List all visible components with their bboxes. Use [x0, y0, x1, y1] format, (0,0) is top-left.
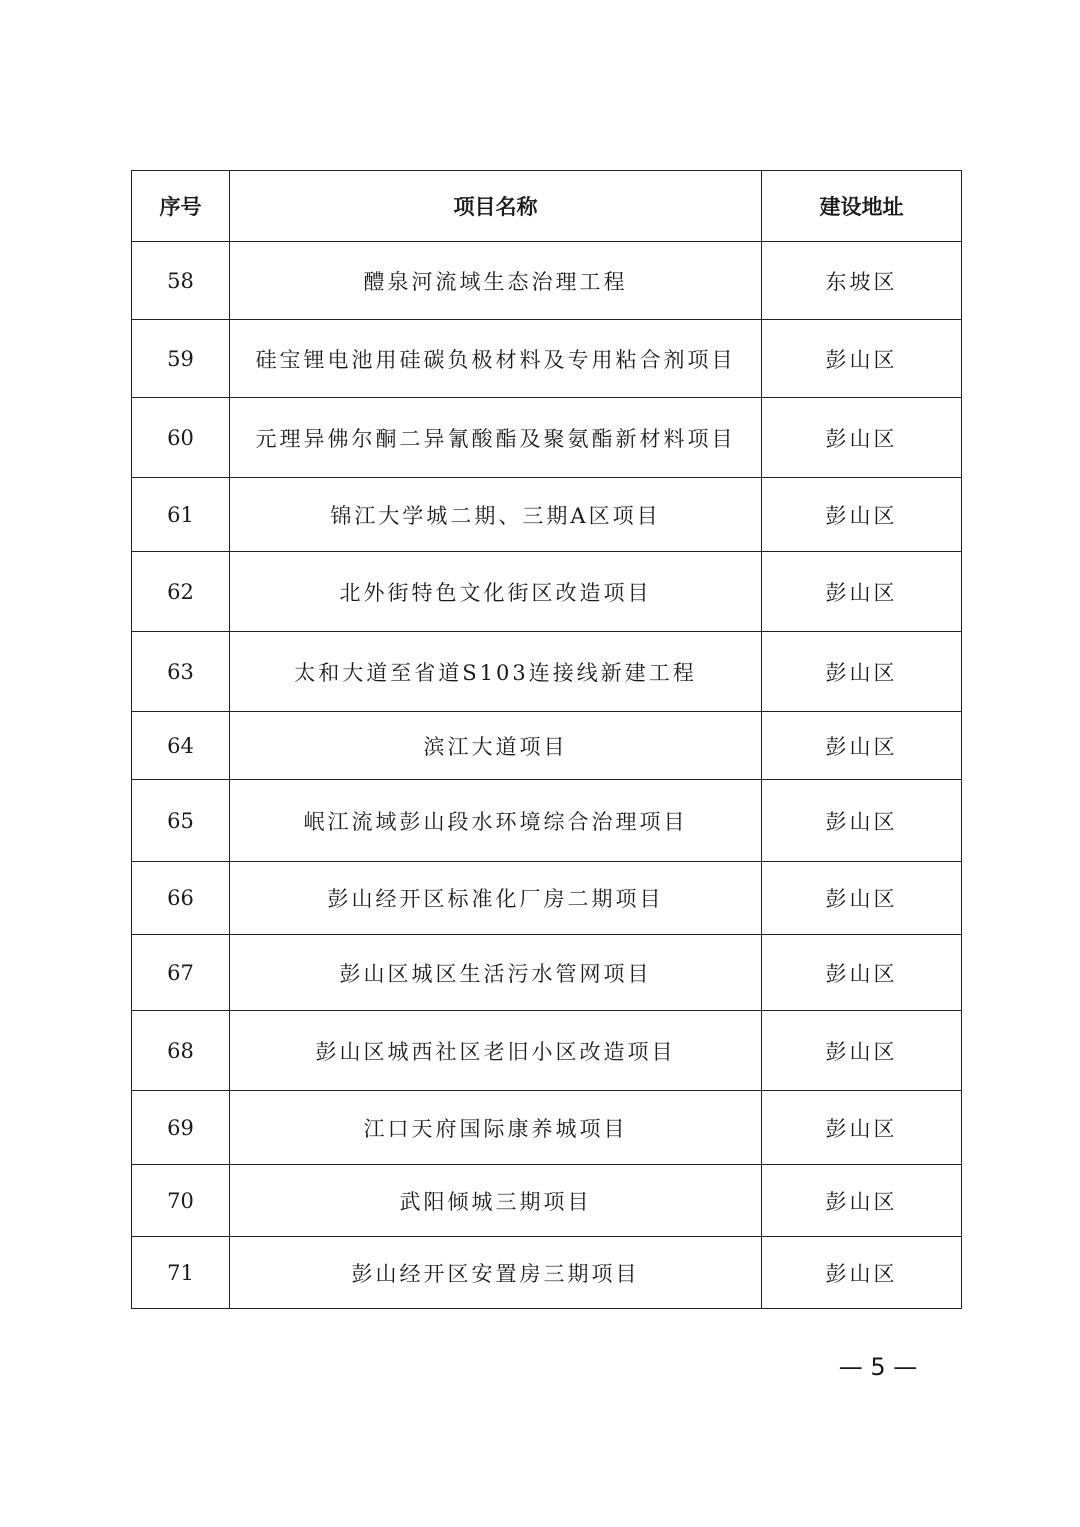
project-table	[131, 170, 962, 1309]
row-no: 60	[132, 398, 230, 478]
row-address: 彭山区	[762, 712, 962, 780]
table-header-row	[132, 171, 962, 242]
row-address: 彭山区	[762, 1165, 962, 1237]
table-row	[132, 632, 962, 712]
row-name: 元理异佛尔酮二异氰酸酯及聚氨酯新材料项目	[230, 398, 762, 478]
row-no: 69	[132, 1091, 230, 1165]
row-name: 醴泉河流域生态治理工程	[230, 242, 762, 320]
row-address: 彭山区	[762, 1091, 962, 1165]
row-address: 彭山区	[762, 632, 962, 712]
table-row	[132, 1237, 962, 1309]
row-name: 彭山经开区安置房三期项目	[230, 1237, 762, 1309]
row-name: 太和大道至省道S103连接线新建工程	[230, 632, 762, 712]
table-row	[132, 1091, 962, 1165]
row-no: 59	[132, 320, 230, 398]
row-name: 彭山经开区标准化厂房二期项目	[230, 862, 762, 935]
row-name: 北外街特色文化街区改造项目	[230, 552, 762, 632]
row-name: 硅宝锂电池用硅碳负极材料及专用粘合剂项目	[230, 320, 762, 398]
row-name: 彭山区城区生活污水管网项目	[230, 935, 762, 1011]
table-row	[132, 1165, 962, 1237]
table-row	[132, 478, 962, 552]
row-no: 65	[132, 780, 230, 862]
row-name: 岷江流域彭山段水环境综合治理项目	[230, 780, 762, 862]
table-row	[132, 552, 962, 632]
row-name: 锦江大学城二期、三期A区项目	[230, 478, 762, 552]
row-name: 滨江大道项目	[230, 712, 762, 780]
table-row	[132, 712, 962, 780]
row-name: 彭山区城西社区老旧小区改造项目	[230, 1011, 762, 1091]
header-address: 建设地址	[762, 171, 962, 242]
row-address: 彭山区	[762, 1011, 962, 1091]
row-no: 64	[132, 712, 230, 780]
row-address: 彭山区	[762, 780, 962, 862]
row-address: 东坡区	[762, 242, 962, 320]
row-address: 彭山区	[762, 320, 962, 398]
row-no: 67	[132, 935, 230, 1011]
row-address: 彭山区	[762, 552, 962, 632]
row-name: 江口天府国际康养城项目	[230, 1091, 762, 1165]
row-no: 61	[132, 478, 230, 552]
row-address: 彭山区	[762, 935, 962, 1011]
row-address: 彭山区	[762, 398, 962, 478]
row-no: 63	[132, 632, 230, 712]
row-no: 62	[132, 552, 230, 632]
page-number: — 5 —	[838, 1353, 918, 1381]
row-no: 70	[132, 1165, 230, 1237]
table-row	[132, 935, 962, 1011]
row-address: 彭山区	[762, 862, 962, 935]
table-row	[132, 780, 962, 862]
row-address: 彭山区	[762, 478, 962, 552]
table-row	[132, 862, 962, 935]
header-name: 项目名称	[230, 171, 762, 242]
table-row	[132, 320, 962, 398]
header-no: 序号	[132, 171, 230, 242]
row-no: 68	[132, 1011, 230, 1091]
row-no: 71	[132, 1237, 230, 1309]
table-row	[132, 242, 962, 320]
table-row	[132, 398, 962, 478]
row-no: 58	[132, 242, 230, 320]
row-no: 66	[132, 862, 230, 935]
row-address: 彭山区	[762, 1237, 962, 1309]
table-row	[132, 1011, 962, 1091]
row-name: 武阳倾城三期项目	[230, 1165, 762, 1237]
